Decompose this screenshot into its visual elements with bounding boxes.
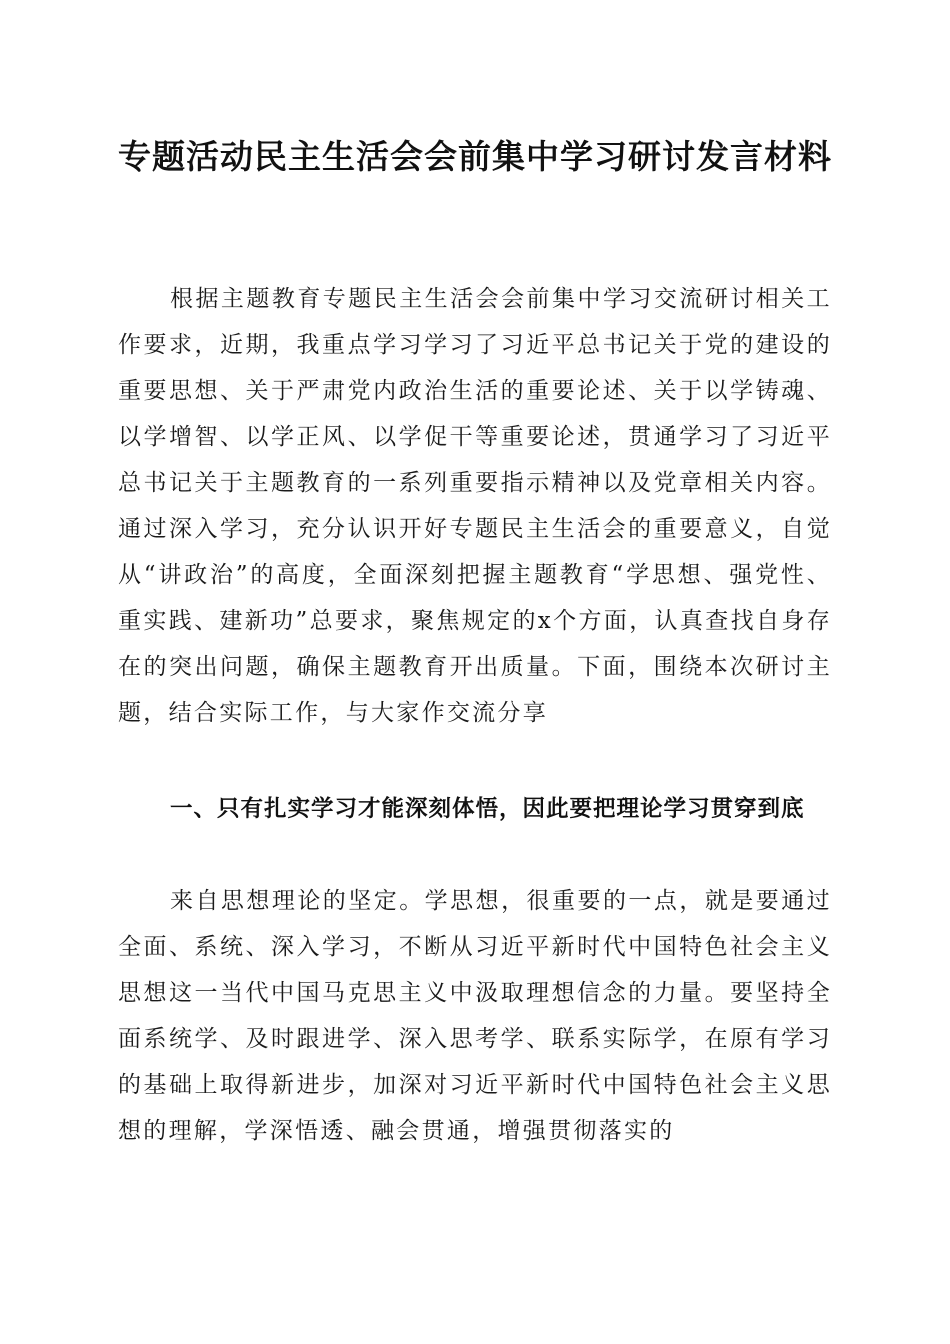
intro-paragraph: 根据主题教育专题民主生活会会前集中学习交流研讨相关工作要求，近期，我重点学习学习了习近平总书记关于党的建设的重要思想、关于严肃党内政治生活的重要论述、关于以学铸魂、以学增智、以学正风、以学促干等重要论述，贯通学习了习近平总书记关于主题教育的一系列重要指示精神以及党章相关内容。通过深入学习，充分认识开好专题民主生活会的重要意义，自觉从“讲政治”的高度，全面深刻把握主题教育“学思想、强党性、重实践、建新功”总要求，聚焦规定的x个方面，认真查找自身存在的突出问题，确保主题教育开出质量。下面，围绕本次研讨主题，结合实际工作，与大家作交流分享: [118, 286, 832, 726]
document-title: 专题活动民主生活会会前集中学习研讨发言材料: [118, 137, 832, 176]
section-1-paragraph: 来自思想理论的坚定。学思想，很重要的一点，就是要通过全面、系统、深入学习，不断从习近平新时代中国特色社会主义思想这一当代中国马克思主义中汲取理想信念的力量。要坚持全面系统学、及时跟进学、深入思考学、联系实际学，在原有学习的基础上取得新进步，加深对习近平新时代中国特色社会主义思想的理解，学深悟透、融会贯通，增强贯彻落实的: [118, 888, 832, 1144]
section-heading-1: 一、只有扎实学习才能深刻体悟，因此要把理论学习贯穿到底: [170, 796, 805, 822]
